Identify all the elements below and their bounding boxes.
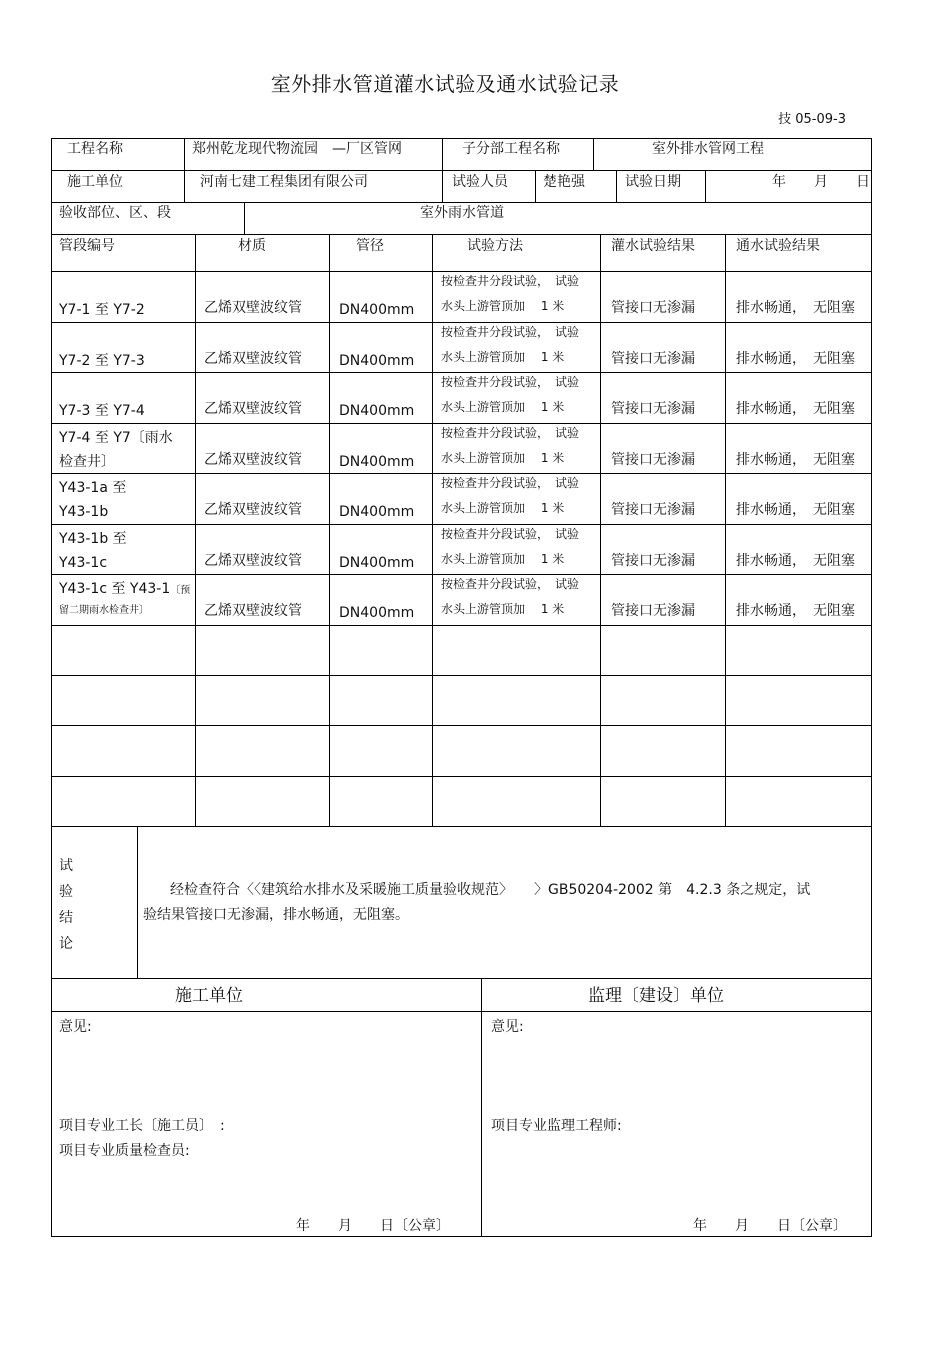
segment-id-note: 〔预 xyxy=(170,585,191,596)
row-line xyxy=(51,776,872,777)
material-value: 乙烯双壁波纹管 xyxy=(204,603,302,619)
row-line xyxy=(51,473,872,474)
material-value: 乙烯双壁波纹管 xyxy=(204,351,302,367)
cell-line xyxy=(593,138,594,170)
section-value: 室外雨水管道 xyxy=(420,205,504,221)
method-line-2: 水头上游管顶加 1 米 xyxy=(441,501,565,515)
conclusion-line-1: 经检查符合〈〈建筑给水排水及采暖施工质量验收规范〉 〉GB50204-2002 第 4.2.3 条之规定，试 xyxy=(170,882,811,898)
cell-line xyxy=(137,826,138,978)
cell-line xyxy=(535,170,536,202)
material-value: 乙烯双壁波纹管 xyxy=(204,300,302,316)
project-name-value: 郑州乾龙现代物流园 —厂区管网 xyxy=(192,141,402,157)
conclusion-label-char: 验 xyxy=(59,884,73,900)
segment-id-line-2: Y43-1c xyxy=(59,555,108,571)
tester-value: 楚艳强 xyxy=(543,174,585,190)
column-line xyxy=(725,234,726,826)
flow-test-result: 排水畅通， 无阻塞 xyxy=(736,603,855,619)
segment-id-line-1: Y43-1b 至 xyxy=(59,531,127,547)
method-line-1: 按检查井分段试验， 试验 xyxy=(441,375,580,389)
diameter-value: DN400mm xyxy=(339,403,415,419)
supervisor-engineer-label: 项目专业监理工程师: xyxy=(491,1118,622,1134)
material-value: 乙烯双壁波纹管 xyxy=(204,553,302,569)
flow-test-result: 排水畅通， 无阻塞 xyxy=(736,401,855,417)
row-line xyxy=(51,675,872,676)
subdivision-label: 子分部工程名称 xyxy=(462,141,560,157)
col-segment: 管段编号 xyxy=(59,238,115,254)
diameter-value: DN400mm xyxy=(339,555,415,571)
cell-line xyxy=(184,170,185,202)
fill-test-result: 管接口无渗漏 xyxy=(611,553,695,569)
form-code: 技 05-09-3 xyxy=(778,112,846,127)
method-line-1: 按检查井分段试验， 试验 xyxy=(441,325,580,339)
fill-test-result: 管接口无渗漏 xyxy=(611,502,695,518)
document-title: 室外排水管道灌水试验及通水试验记录 xyxy=(270,72,620,96)
fill-test-result: 管接口无渗漏 xyxy=(611,452,695,468)
column-line xyxy=(600,234,601,826)
row-line xyxy=(51,423,872,424)
section-label: 验收部位、区、段 xyxy=(59,205,171,221)
method-line-1: 按检查井分段试验， 试验 xyxy=(441,476,580,490)
table-border-bottom xyxy=(51,1236,872,1237)
method-line-1: 按检查井分段试验， 试验 xyxy=(441,274,580,288)
segment-id-line-2: 检查井〕 xyxy=(59,454,115,470)
conclusion-label-char: 试 xyxy=(59,858,73,874)
method-line-2: 水头上游管顶加 1 米 xyxy=(441,552,565,566)
diameter-value: DN400mm xyxy=(339,504,415,520)
contractor-opinion-label: 意见: xyxy=(59,1019,92,1035)
fill-test-result: 管接口无渗漏 xyxy=(611,401,695,417)
cell-line xyxy=(705,170,706,202)
row-line xyxy=(51,978,872,979)
row-line xyxy=(51,725,872,726)
column-line xyxy=(195,234,196,826)
contractor-label: 施工单位 xyxy=(67,174,123,190)
cell-line xyxy=(481,978,482,1236)
conclusion-label-char: 论 xyxy=(59,936,73,952)
test-date-label: 试验日期 xyxy=(625,174,681,190)
col-diameter: 管径 xyxy=(356,238,384,254)
method-line-1: 按检查井分段试验， 试验 xyxy=(441,577,580,591)
contractor-date-seal: 年 月 日〔公章〕 xyxy=(296,1218,450,1234)
cell-line xyxy=(442,138,443,170)
col-flow-result: 通水试验结果 xyxy=(736,238,820,254)
conclusion-label-char: 结 xyxy=(59,910,73,926)
segment-id-line-2: Y7-1 至 Y7-2 xyxy=(59,302,145,318)
supervisor-sign-title: 监理〔建设〕单位 xyxy=(588,986,724,1006)
row-line xyxy=(51,234,872,235)
material-value: 乙烯双壁波纹管 xyxy=(204,401,302,417)
table-border-left xyxy=(51,138,52,1237)
diameter-value: DN400mm xyxy=(339,302,415,318)
cell-line xyxy=(244,202,245,234)
cell-line xyxy=(616,170,617,202)
cell-line xyxy=(442,170,443,202)
table-border-right xyxy=(871,138,872,1237)
segment-id-line-1: Y43-1c 至 Y43-1〔预 xyxy=(59,581,191,597)
conclusion-line-2: 验结果管接口无渗漏，排水畅通，无阻塞。 xyxy=(143,907,409,923)
col-method: 试验方法 xyxy=(467,238,523,254)
contractor-sign-title: 施工单位 xyxy=(175,986,243,1006)
diameter-value: DN400mm xyxy=(339,353,415,369)
flow-test-result: 排水畅通， 无阻塞 xyxy=(736,452,855,468)
segment-id-line-2: Y7-2 至 Y7-3 xyxy=(59,353,145,369)
subdivision-value: 室外排水管网工程 xyxy=(652,141,764,157)
segment-id-note-2: 留二期雨水检查井〕 xyxy=(59,605,149,616)
column-line xyxy=(329,234,330,826)
row-line xyxy=(51,322,872,323)
foreman-label: 项目专业工长〔施工员〕 : xyxy=(59,1118,225,1134)
row-line xyxy=(51,625,872,626)
quality-inspector-label: 项目专业质量检查员: xyxy=(59,1143,190,1159)
row-line xyxy=(51,202,872,203)
row-line xyxy=(51,1011,872,1012)
segment-id-line-2: Y43-1b xyxy=(59,504,109,520)
diameter-value: DN400mm xyxy=(339,454,415,470)
supervisor-opinion-label: 意见: xyxy=(491,1019,524,1035)
fill-test-result: 管接口无渗漏 xyxy=(611,300,695,316)
method-line-1: 按检查井分段试验， 试验 xyxy=(441,426,580,440)
segment-id-line-2: Y7-3 至 Y7-4 xyxy=(59,403,145,419)
method-line-2: 水头上游管顶加 1 米 xyxy=(441,602,565,616)
tester-label: 试验人员 xyxy=(452,174,508,190)
project-name-label: 工程名称 xyxy=(67,141,123,157)
fill-test-result: 管接口无渗漏 xyxy=(611,351,695,367)
method-line-2: 水头上游管顶加 1 米 xyxy=(441,451,565,465)
test-date-value: 年 月 日 xyxy=(772,174,870,190)
fill-test-result: 管接口无渗漏 xyxy=(611,603,695,619)
row-line xyxy=(51,372,872,373)
contractor-value: 河南七建工程集团有限公司 xyxy=(200,174,368,190)
col-fill-result: 灌水试验结果 xyxy=(611,238,695,254)
row-line xyxy=(51,574,872,575)
row-line xyxy=(51,271,872,272)
flow-test-result: 排水畅通， 无阻塞 xyxy=(736,300,855,316)
method-line-1: 按检查井分段试验， 试验 xyxy=(441,527,580,541)
segment-id-line-1: Y43-1a 至 xyxy=(59,480,127,496)
diameter-value: DN400mm xyxy=(339,605,415,621)
material-value: 乙烯双壁波纹管 xyxy=(204,452,302,468)
row-line xyxy=(51,826,872,827)
flow-test-result: 排水畅通， 无阻塞 xyxy=(736,351,855,367)
row-line xyxy=(51,170,872,171)
material-value: 乙烯双壁波纹管 xyxy=(204,502,302,518)
flow-test-result: 排水畅通， 无阻塞 xyxy=(736,553,855,569)
method-line-2: 水头上游管顶加 1 米 xyxy=(441,350,565,364)
flow-test-result: 排水畅通， 无阻塞 xyxy=(736,502,855,518)
column-line xyxy=(432,234,433,826)
row-line xyxy=(51,524,872,525)
method-line-2: 水头上游管顶加 1 米 xyxy=(441,299,565,313)
col-material: 材质 xyxy=(238,238,266,254)
table-border-top xyxy=(51,138,872,139)
segment-id-line-1: Y7-4 至 Y7〔雨水 xyxy=(59,430,173,446)
method-line-2: 水头上游管顶加 1 米 xyxy=(441,400,565,414)
cell-line xyxy=(184,138,185,170)
supervisor-date-seal: 年 月 日〔公章〕 xyxy=(693,1218,847,1234)
